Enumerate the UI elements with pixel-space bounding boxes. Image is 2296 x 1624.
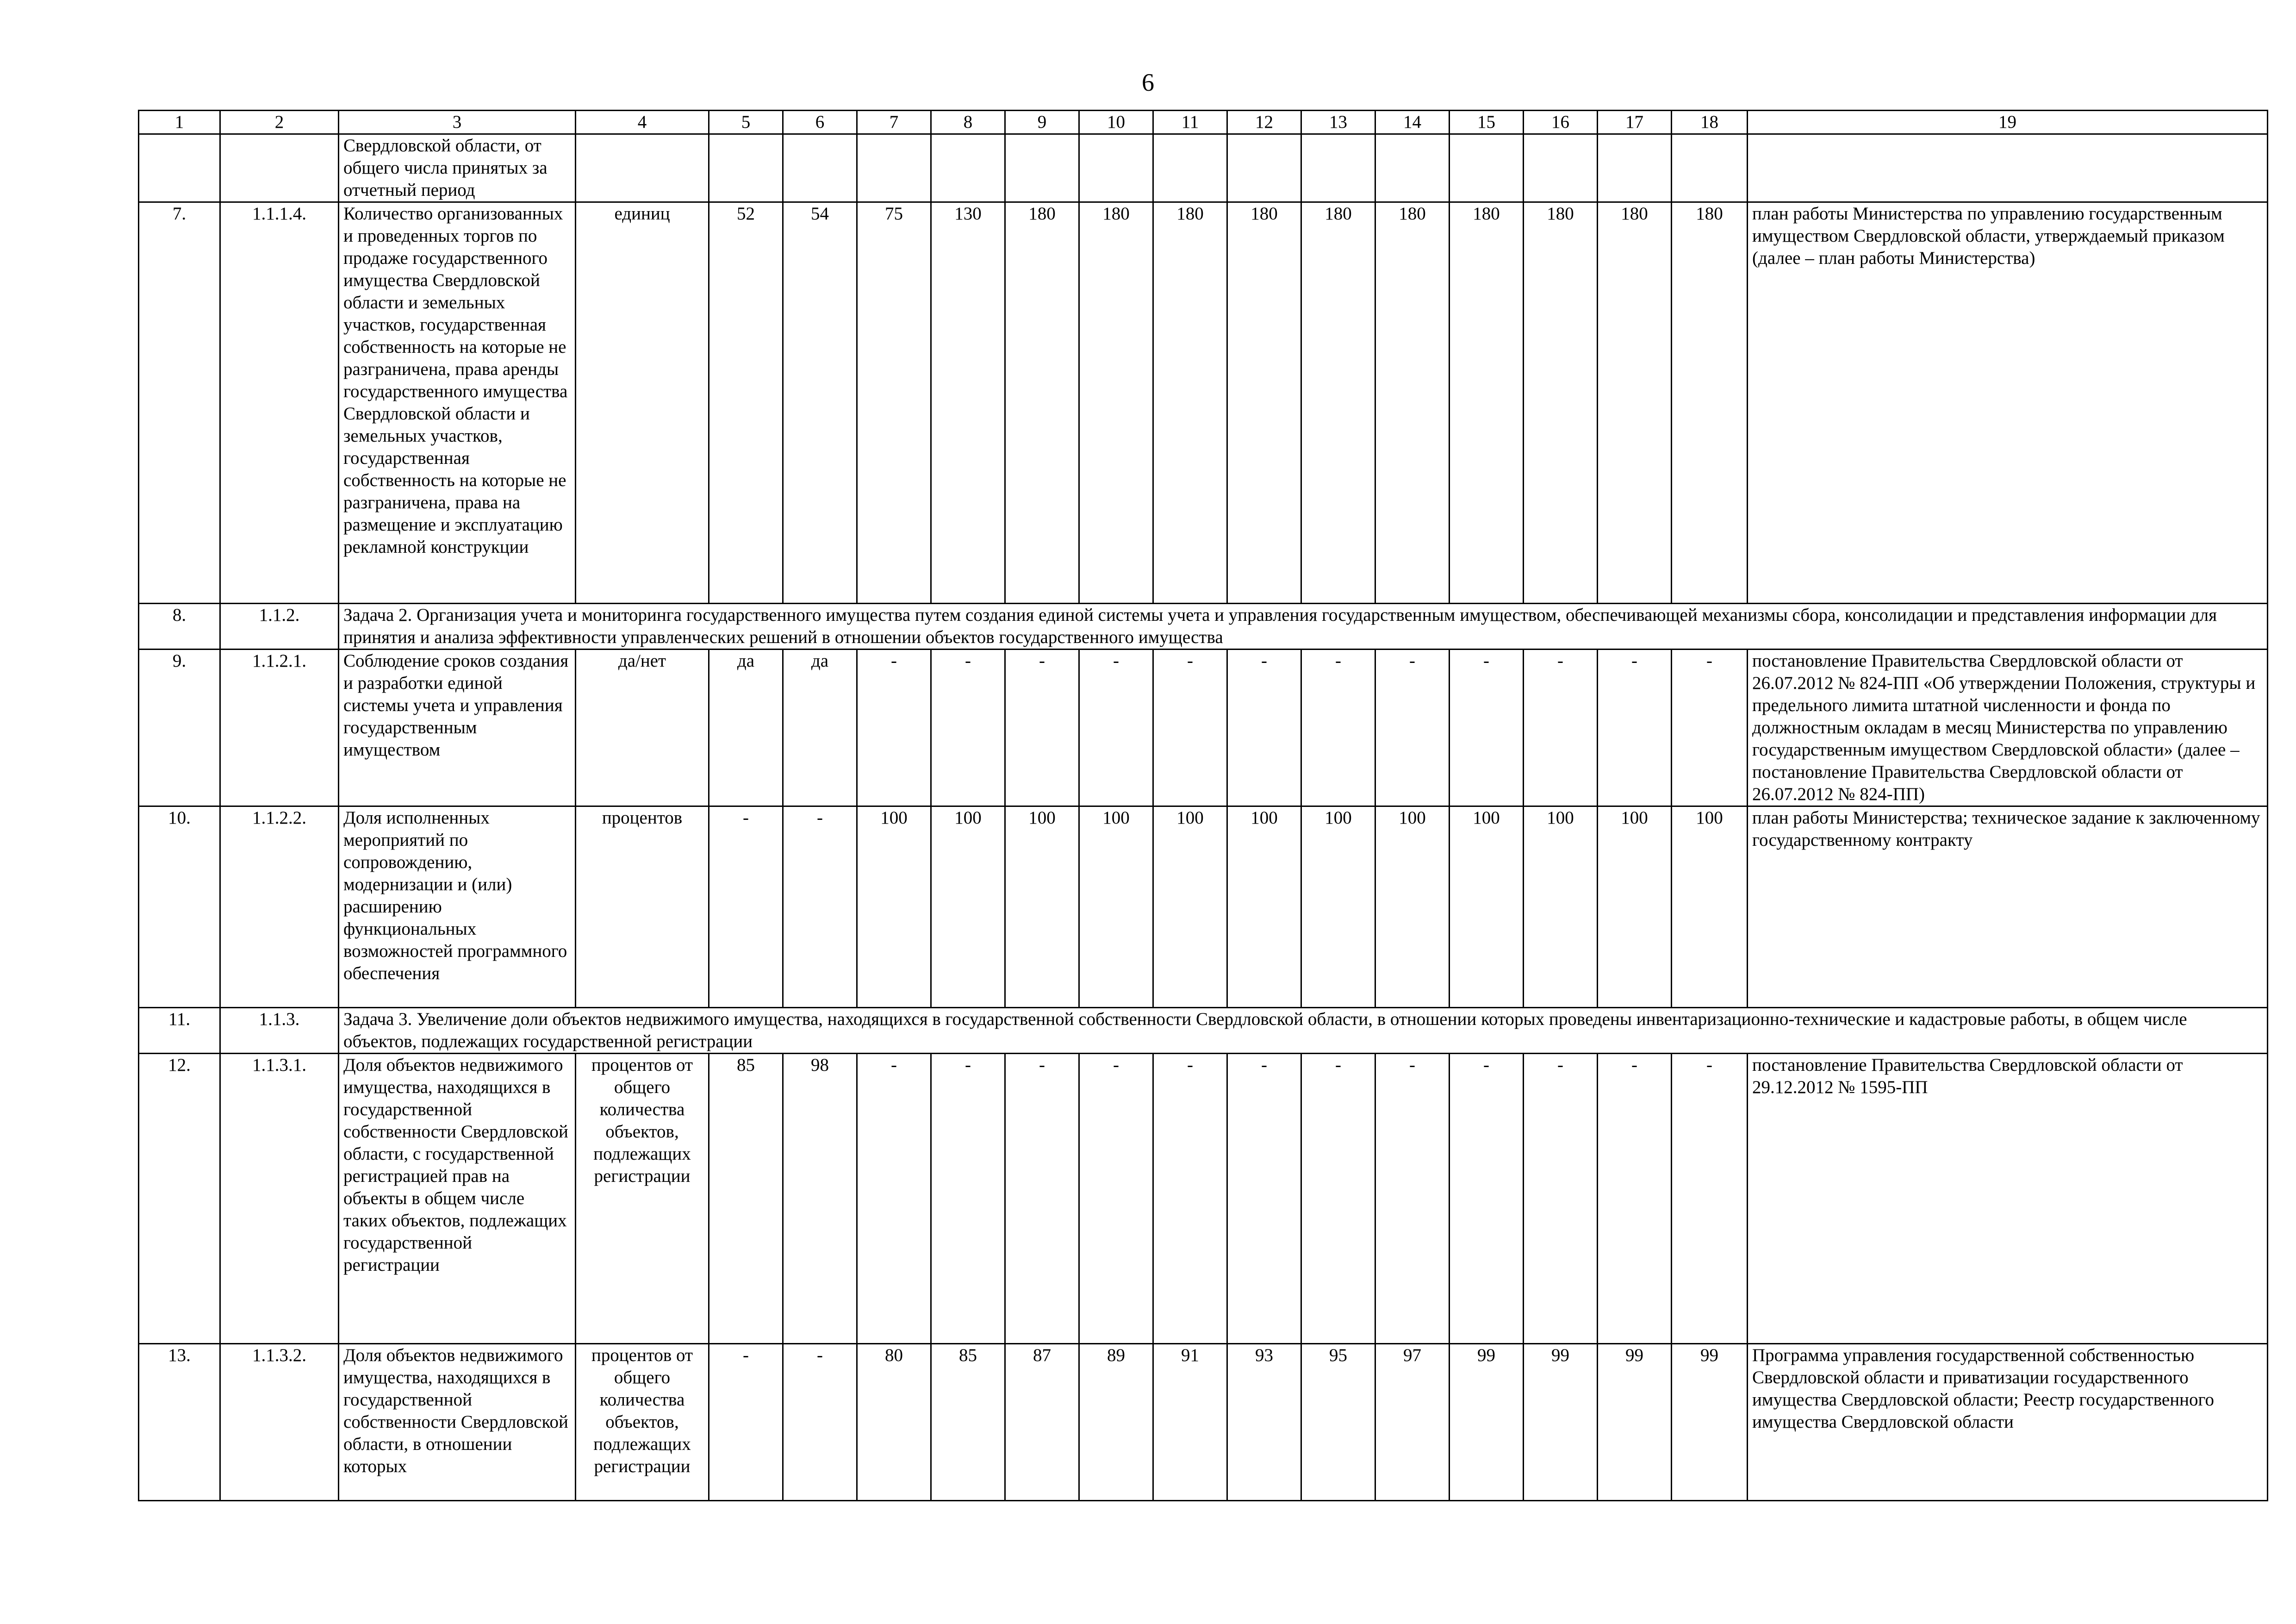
value-cell: - <box>1005 650 1079 806</box>
value-cell: - <box>709 1344 783 1501</box>
value-cell: - <box>1153 650 1227 806</box>
value-cell: 99 <box>1524 1344 1598 1501</box>
source-cell: план работы Министерства; техническое задание к заключенному государственному контракту <box>1748 806 2268 1008</box>
row-number-cell: 11. <box>139 1008 220 1054</box>
value-cell: - <box>857 1054 931 1344</box>
indicator-name-cell: Доля объектов недвижимого имущества, находящихся в государственной собственности Свердловской области, с государственной регистрацией прав на объекты в общем числе таких объектов, подлежащих государственной регистрации <box>339 1054 576 1344</box>
header-cell: 18 <box>1672 111 1748 134</box>
header-cell: 14 <box>1375 111 1450 134</box>
code-cell: 1.1.2. <box>220 604 339 650</box>
value-cell: - <box>1005 1054 1079 1344</box>
value-cell: 100 <box>1301 806 1375 1008</box>
value-cell: - <box>1301 1054 1375 1344</box>
header-cell: 6 <box>783 111 857 134</box>
value-cell: - <box>1227 1054 1301 1344</box>
indicator-name-cell: Доля исполненных мероприятий по сопровождению, модернизации и (или) расширению функциональных возможностей программного обеспечения <box>339 806 576 1008</box>
value-cell: 180 <box>1153 202 1227 604</box>
unit-cell: единиц <box>576 202 709 604</box>
value-cell: 97 <box>1375 1344 1450 1501</box>
value-cell: 100 <box>931 806 1005 1008</box>
value-cell: - <box>783 1344 857 1501</box>
value-cell: 100 <box>1672 806 1748 1008</box>
header-cell: 12 <box>1227 111 1301 134</box>
table-row <box>139 202 2268 604</box>
value-cell: 180 <box>1227 202 1301 604</box>
value-cell: 99 <box>1672 1344 1748 1501</box>
value-cell: - <box>1524 1054 1598 1344</box>
value-cell: - <box>1524 650 1598 806</box>
table-row <box>139 1054 2268 1344</box>
value-cell: - <box>1079 1054 1153 1344</box>
indicator-name-cell: Доля объектов недвижимого имущества, находящихся в государственной собственности Свердловской области, в отношении которых <box>339 1344 576 1501</box>
value-cell: 93 <box>1227 1344 1301 1501</box>
value-cell: 100 <box>1005 806 1079 1008</box>
value-cell: 100 <box>1079 806 1153 1008</box>
value-cell: да <box>783 650 857 806</box>
row-number-cell: 9. <box>139 650 220 806</box>
value-cell <box>1005 134 1079 202</box>
row-number-cell: 12. <box>139 1054 220 1344</box>
value-cell: 180 <box>1524 202 1598 604</box>
page-number: 6 <box>1142 69 1154 96</box>
value-cell <box>1598 134 1672 202</box>
value-cell: 85 <box>709 1054 783 1344</box>
value-cell: - <box>1375 1054 1450 1344</box>
value-cell: 180 <box>1005 202 1079 604</box>
value-cell: - <box>709 806 783 1008</box>
value-cell <box>857 134 931 202</box>
source-cell: постановление Правительства Свердловской области от 29.12.2012 № 1595-ПП <box>1748 1054 2268 1344</box>
value-cell <box>931 134 1005 202</box>
header-cell: 16 <box>1524 111 1598 134</box>
value-cell: 75 <box>857 202 931 604</box>
unit-cell <box>576 134 709 202</box>
value-cell: - <box>1227 650 1301 806</box>
code-cell: 1.1.3.1. <box>220 1054 339 1344</box>
value-cell <box>1079 134 1153 202</box>
value-cell: да <box>709 650 783 806</box>
value-cell: - <box>783 806 857 1008</box>
value-cell: - <box>1079 650 1153 806</box>
value-cell: - <box>1450 1054 1524 1344</box>
code-cell <box>220 134 339 202</box>
unit-cell: процентов от общего количества объектов, подлежащих регистрации <box>576 1054 709 1344</box>
value-cell: 180 <box>1450 202 1524 604</box>
value-cell: 100 <box>857 806 931 1008</box>
value-cell <box>1450 134 1524 202</box>
indicator-name-cell: Количество организованных и проведенных торгов по продаже государственного имущества Свердловской области и земельных участков, государственная собственность на которые не разграничена, права аренды государственного имущества Свердловской области и земельных участков, государственная собственность на которые не разграничена, права на размещение и эксплуатацию рекламной конструкции <box>339 202 576 604</box>
value-cell: 99 <box>1598 1344 1672 1501</box>
code-cell: 1.1.3. <box>220 1008 339 1054</box>
row-number-cell <box>139 134 220 202</box>
value-cell: - <box>1450 650 1524 806</box>
value-cell: 54 <box>783 202 857 604</box>
source-cell: Программа управления государственной собственностью Свердловской области и приватизации государственного имущества Свердловской области; Реестр государственного имущества Свердловской области <box>1748 1344 2268 1501</box>
code-cell: 1.1.2.2. <box>220 806 339 1008</box>
header-cell: 2 <box>220 111 339 134</box>
header-cell: 19 <box>1748 111 2268 134</box>
value-cell: 52 <box>709 202 783 604</box>
value-cell: - <box>931 1054 1005 1344</box>
task-cell: Задача 2. Организация учета и мониторинга государственного имущества путем создания единой системы учета и управления государственным имуществом, обеспечивающей механизмы сбора, консолидации и представления информации для принятия и анализа эффективности управленческих решений в отношении объектов государственного имущества <box>339 604 2268 650</box>
header-cell: 3 <box>339 111 576 134</box>
code-cell: 1.1.3.2. <box>220 1344 339 1501</box>
header-cell: 8 <box>931 111 1005 134</box>
value-cell: 89 <box>1079 1344 1153 1501</box>
value-cell <box>1301 134 1375 202</box>
value-cell: 99 <box>1450 1344 1524 1501</box>
unit-cell: процентов от общего количества объектов, подлежащих регистрации <box>576 1344 709 1501</box>
value-cell: - <box>1375 650 1450 806</box>
value-cell: - <box>1672 1054 1748 1344</box>
value-cell <box>1524 134 1598 202</box>
value-cell <box>783 134 857 202</box>
value-cell: 180 <box>1598 202 1672 604</box>
header-cell: 4 <box>576 111 709 134</box>
value-cell <box>1153 134 1227 202</box>
unit-cell: да/нет <box>576 650 709 806</box>
value-cell: 130 <box>931 202 1005 604</box>
value-cell: 100 <box>1375 806 1450 1008</box>
code-cell: 1.1.2.1. <box>220 650 339 806</box>
table-row <box>139 650 2268 806</box>
source-cell: план работы Министерства по управлению государственным имуществом Свердловской области, утверждаемый приказом (далее – план работы Министерства) <box>1748 202 2268 604</box>
value-cell: 180 <box>1375 202 1450 604</box>
unit-cell: процентов <box>576 806 709 1008</box>
value-cell: - <box>1672 650 1748 806</box>
table-row <box>139 604 2268 650</box>
header-cell: 9 <box>1005 111 1079 134</box>
value-cell: - <box>1301 650 1375 806</box>
header-cell: 1 <box>139 111 220 134</box>
table-row <box>139 1008 2268 1054</box>
value-cell: - <box>1598 1054 1672 1344</box>
value-cell: - <box>857 650 931 806</box>
indicators-table <box>138 110 2268 1501</box>
source-cell: постановление Правительства Свердловской области от 26.07.2012 № 824-ПП «Об утверждении Положения, структуры и предельного лимита штатной численности и фонда по должностным окладам в месяц Министерства по управлению государственным имуществом Свердловской области» (далее – постановление Правительства Свердловской области от 26.07.2012 № 824-ПП) <box>1748 650 2268 806</box>
task-cell: Задача 3. Увеличение доли объектов недвижимого имущества, находящихся в государственной собственности Свердловской области, в отношении которых проведены инвентаризационно-технические и кадастровые работы, в общем числе объектов, подлежащих государственной регистрации <box>339 1008 2268 1054</box>
table-header-row <box>139 111 2268 134</box>
value-cell <box>1227 134 1301 202</box>
value-cell: 80 <box>857 1344 931 1501</box>
header-cell: 17 <box>1598 111 1672 134</box>
value-cell: 87 <box>1005 1344 1079 1501</box>
value-cell: - <box>1153 1054 1227 1344</box>
value-cell: 98 <box>783 1054 857 1344</box>
row-number-cell: 13. <box>139 1344 220 1501</box>
row-number-cell: 8. <box>139 604 220 650</box>
table-row <box>139 1344 2268 1501</box>
header-cell: 10 <box>1079 111 1153 134</box>
value-cell: 91 <box>1153 1344 1227 1501</box>
value-cell: 100 <box>1598 806 1672 1008</box>
header-cell: 15 <box>1450 111 1524 134</box>
table-row <box>139 806 2268 1008</box>
indicator-name-cell: Соблюдение сроков создания и разработки единой системы учета и управления государственным имуществом <box>339 650 576 806</box>
value-cell: 100 <box>1524 806 1598 1008</box>
header-cell: 5 <box>709 111 783 134</box>
code-cell: 1.1.1.4. <box>220 202 339 604</box>
table-row <box>139 134 2268 202</box>
value-cell <box>709 134 783 202</box>
value-cell: 85 <box>931 1344 1005 1501</box>
value-cell <box>1375 134 1450 202</box>
value-cell: - <box>1598 650 1672 806</box>
header-cell: 11 <box>1153 111 1227 134</box>
header-cell: 13 <box>1301 111 1375 134</box>
value-cell: 100 <box>1153 806 1227 1008</box>
value-cell: 180 <box>1672 202 1748 604</box>
header-cell: 7 <box>857 111 931 134</box>
value-cell: 100 <box>1227 806 1301 1008</box>
value-cell: - <box>931 650 1005 806</box>
indicator-name-cell: Свердловской области, от общего числа принятых за отчетный период <box>339 134 576 202</box>
row-number-cell: 7. <box>139 202 220 604</box>
row-number-cell: 10. <box>139 806 220 1008</box>
value-cell: 100 <box>1450 806 1524 1008</box>
value-cell: 95 <box>1301 1344 1375 1501</box>
source-cell <box>1748 134 2268 202</box>
value-cell: 180 <box>1301 202 1375 604</box>
value-cell: 180 <box>1079 202 1153 604</box>
value-cell <box>1672 134 1748 202</box>
